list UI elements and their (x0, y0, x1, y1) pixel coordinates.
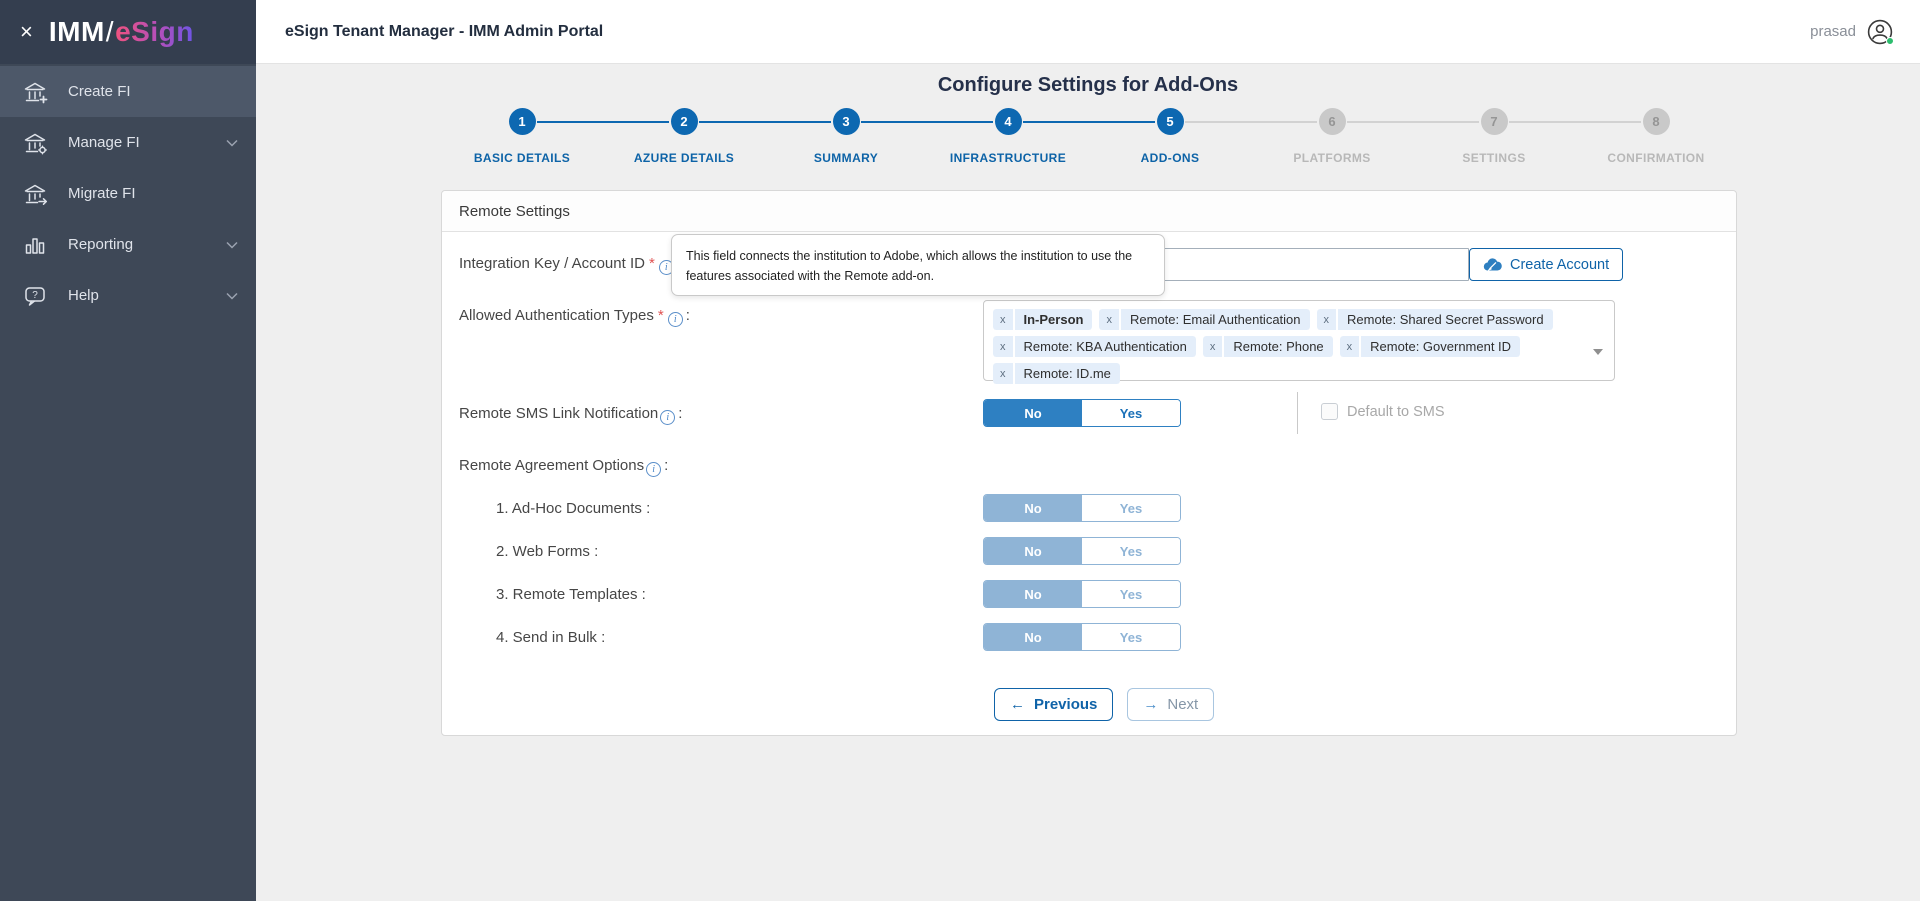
auth-tag (1099, 309, 1309, 330)
label-colon: : (664, 457, 669, 474)
adhoc-documents-label: 1. Ad-Hoc Documents : (496, 500, 651, 517)
step-label: PLATFORMS (1293, 151, 1371, 165)
step-circle: 1 (509, 108, 536, 135)
sidebar-item-label: Create FI (68, 83, 131, 100)
online-status-dot (1886, 37, 1894, 45)
toggle-yes[interactable]: Yes (1082, 495, 1180, 521)
info-icon[interactable]: i (668, 312, 683, 327)
step-platforms[interactable] (1251, 108, 1413, 165)
bank-arrow-icon (22, 181, 48, 207)
remote-templates-toggle (983, 580, 1181, 608)
auth-tag (1203, 336, 1333, 357)
toggle-no[interactable]: No (984, 581, 1082, 607)
label-text: Remote Agreement Options (459, 457, 645, 474)
step-circle: 8 (1643, 108, 1670, 135)
toggle-no[interactable]: No (984, 624, 1082, 650)
remote-templates-label: 3. Remote Templates : (496, 586, 646, 603)
step-circle: 4 (995, 108, 1022, 135)
next-label: Next (1167, 696, 1199, 713)
step-confirmation[interactable] (1575, 108, 1737, 165)
auth-tag (993, 309, 1092, 330)
left-arrow-icon: ← (1010, 696, 1025, 713)
step-circle: 6 (1319, 108, 1346, 135)
toggle-yes[interactable]: Yes (1082, 581, 1180, 607)
label-text: Integration Key / Account ID (459, 255, 645, 272)
send-in-bulk-toggle (983, 623, 1181, 651)
tag-label: Remote: Phone (1224, 336, 1332, 357)
step-label: CONFIRMATION (1607, 151, 1705, 165)
app-title: eSign Tenant Manager - IMM Admin Portal (285, 22, 604, 40)
bank-plus-icon (22, 79, 48, 105)
auth-tag (1317, 309, 1553, 330)
toggle-yes[interactable]: Yes (1082, 400, 1180, 426)
toggle-no[interactable]: No (984, 400, 1082, 426)
tag-label: Remote: Email Authentication (1121, 309, 1310, 330)
label-text: Remote SMS Link Notification (459, 405, 659, 422)
multiselect-dropdown-icon[interactable] (1593, 349, 1603, 355)
sms-notification-toggle (983, 399, 1181, 427)
sidebar-nav (0, 66, 256, 321)
integration-key-tooltip (671, 234, 1165, 296)
user-name: prasad (1810, 23, 1856, 40)
bar-chart-icon (22, 232, 48, 258)
tag-remove-icon[interactable]: x (1317, 309, 1339, 330)
step-label: ADD-ONS (1140, 151, 1200, 165)
sidebar (0, 0, 256, 901)
tag-remove-icon[interactable]: x (993, 309, 1015, 330)
toggle-yes[interactable]: Yes (1082, 624, 1180, 650)
integration-key-label (459, 253, 677, 275)
toggle-no[interactable]: No (984, 495, 1082, 521)
vertical-divider (1297, 392, 1298, 434)
web-forms-label: 2. Web Forms : (496, 543, 599, 560)
tooltip-text: This field connects the institution to Adobe, which allows the institution to use the features associated with the Remote add-on. (686, 249, 1133, 283)
step-circle: 2 (671, 108, 698, 135)
next-button[interactable] (1127, 688, 1214, 721)
info-icon[interactable]: i (659, 260, 674, 275)
previous-button[interactable] (994, 688, 1113, 721)
auth-types-multiselect[interactable] (983, 300, 1615, 381)
adhoc-documents-toggle (983, 494, 1181, 522)
svg-text:?: ? (32, 289, 38, 301)
chevron-down-icon (226, 241, 238, 249)
step-circle: 7 (1481, 108, 1508, 135)
create-account-label: Create Account (1510, 256, 1610, 273)
logo-esign: eSign (115, 16, 194, 47)
auth-tag (1340, 336, 1520, 357)
wizard-buttons (994, 688, 1214, 721)
logo-slash: / (105, 16, 115, 47)
default-sms-checkbox-row (1321, 403, 1445, 420)
default-sms-label: Default to SMS (1347, 403, 1445, 420)
step-circle: 5 (1157, 108, 1184, 135)
sidebar-item-reporting[interactable] (0, 219, 256, 270)
sidebar-item-migrate-fi[interactable] (0, 168, 256, 219)
top-header (256, 0, 1920, 64)
required-asterisk: * (657, 307, 664, 324)
step-summary[interactable] (765, 108, 927, 165)
sidebar-item-create-fi[interactable] (0, 66, 256, 117)
remote-settings-panel (441, 190, 1737, 736)
agreement-options-label (459, 455, 668, 477)
auth-tag (993, 336, 1196, 357)
tag-remove-icon[interactable]: x (1099, 309, 1121, 330)
sidebar-item-label: Manage FI (68, 134, 140, 151)
toggle-no[interactable]: No (984, 538, 1082, 564)
tag-remove-icon[interactable]: x (1203, 336, 1225, 357)
chevron-down-icon (226, 139, 238, 147)
app-logo (49, 16, 194, 48)
step-settings[interactable] (1413, 108, 1575, 165)
cloud-sign-icon (1483, 257, 1502, 272)
bank-gear-icon (22, 130, 48, 156)
sidebar-item-label: Migrate FI (68, 185, 136, 202)
web-forms-toggle (983, 537, 1181, 565)
sms-notification-label (459, 403, 682, 425)
required-asterisk: * (648, 255, 655, 272)
default-sms-checkbox[interactable] (1321, 403, 1338, 420)
step-circle: 3 (833, 108, 860, 135)
label-colon: : (678, 405, 683, 422)
step-label: BASIC DETAILS (473, 151, 571, 165)
sidebar-item-label: Reporting (68, 236, 134, 253)
step-label: AZURE DETAILS (633, 151, 735, 165)
tag-label: Remote: Government ID (1361, 336, 1520, 357)
step-label: SETTINGS (1462, 151, 1526, 165)
wizard-stepper (441, 108, 1737, 165)
step-basic-details[interactable] (441, 108, 603, 165)
avatar[interactable] (1866, 18, 1894, 46)
sidebar-item-help[interactable] (0, 270, 256, 321)
auth-types-label (459, 305, 690, 327)
tag-label: In-Person (1015, 309, 1093, 330)
auth-tag (993, 363, 1120, 384)
user-box (1810, 18, 1894, 46)
label-text: Allowed Authentication Types (459, 307, 654, 324)
sidebar-item-manage-fi[interactable] (0, 117, 256, 168)
info-icon[interactable]: i (660, 410, 675, 425)
tag-label: Remote: KBA Authentication (1015, 336, 1196, 357)
right-arrow-icon: → (1143, 696, 1159, 713)
step-label: INFRASTRUCTURE (949, 151, 1067, 165)
help-bubble-icon (22, 283, 48, 309)
send-in-bulk-label: 4. Send in Bulk : (496, 629, 606, 646)
sidebar-logo-bar (0, 0, 256, 64)
tag-remove-icon[interactable]: x (993, 363, 1015, 384)
chevron-down-icon (226, 292, 238, 300)
close-icon[interactable]: × (20, 19, 33, 44)
tag-label: Remote: Shared Secret Password (1338, 309, 1553, 330)
step-label: SUMMARY (813, 151, 879, 165)
create-account-button[interactable] (1469, 248, 1623, 281)
step-azure-details[interactable] (603, 108, 765, 165)
tag-remove-icon[interactable]: x (1340, 336, 1362, 357)
label-colon: : (685, 307, 690, 324)
previous-label: Previous (1034, 696, 1098, 713)
page-title: Configure Settings for Add-Ons (937, 74, 1239, 96)
step-add-ons[interactable] (1089, 108, 1251, 165)
panel-title: Remote Settings (442, 191, 1736, 232)
sidebar-item-label: Help (68, 287, 99, 304)
step-infrastructure[interactable] (927, 108, 1089, 165)
logo-imm: IMM (48, 16, 105, 47)
toggle-yes[interactable]: Yes (1082, 538, 1180, 564)
tag-remove-icon[interactable]: x (993, 336, 1015, 357)
tag-label: Remote: ID.me (1015, 363, 1120, 384)
info-icon[interactable]: i (646, 462, 661, 477)
